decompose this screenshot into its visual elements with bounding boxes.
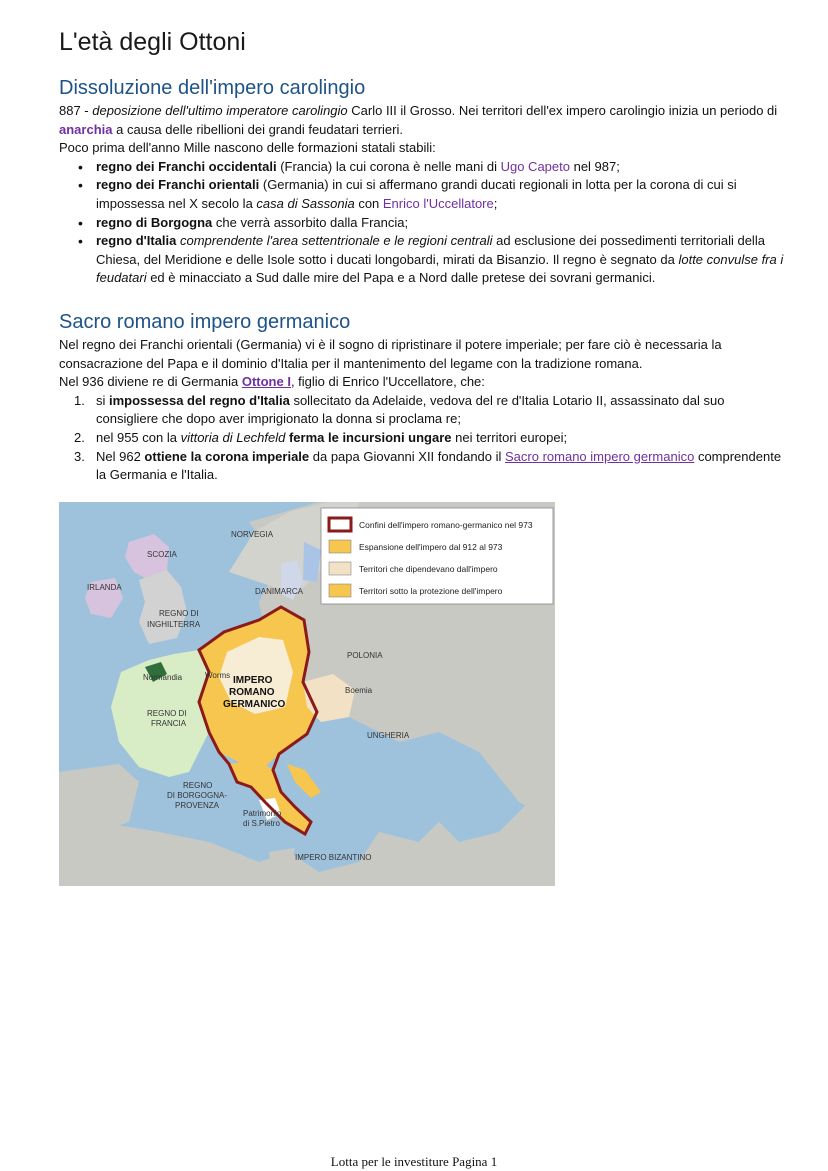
label-patrimonio-2: di S.Pietro	[243, 819, 280, 828]
list-item: • regno dei Franchi orientali (Germania) in cui si affermano grandi ducati regionali in lotta per la corona di cui si impossessa nel X secolo la casa di Sassonia con Enrico l'Uccellatore;	[96, 176, 789, 213]
label-polonia: POLONIA	[347, 651, 383, 660]
section1-heading: Dissoluzione dell'impero carolingio	[59, 77, 366, 99]
legend-item: Espansione dell'impero dal 912 al 973	[359, 542, 503, 552]
legend-item: Territori che dipendevano dall'impero	[359, 564, 498, 574]
sacro-romano-impero-link[interactable]: Sacro romano impero germanico	[505, 448, 695, 464]
list-item: 2. nel 955 con la vittoria di Lechfeld ferma le incursioni ungare nei territori europei;	[74, 429, 568, 445]
label-boemia: Boemia	[345, 686, 373, 695]
label-impero-2: ROMANO	[229, 687, 275, 698]
list-item: • regno dei Franchi occidentali (Francia) la cui corona è nelle mani di Ugo Capeto nel 987;	[96, 158, 789, 177]
label-francia-2: FRANCIA	[151, 719, 187, 728]
label-francia-1: REGNO DI	[147, 709, 187, 718]
label-impero-3: GERMANICO	[223, 699, 286, 710]
label-inghilterra-1: REGNO DI	[159, 609, 199, 618]
list-item: • regno di Borgogna che verrà assorbito dalla Francia;	[96, 214, 789, 233]
label-scozia: SCOZIA	[147, 550, 177, 559]
legend-swatch-border	[329, 518, 351, 531]
label-ungheria: UNGHERIA	[367, 731, 410, 740]
legend-swatch-protection	[329, 584, 351, 597]
section2-heading: Sacro romano impero germanico	[59, 311, 351, 333]
europe-map	[59, 502, 555, 886]
list-item: 1. si impossessa del regno d'Italia sollecitato da Adelaide, vedova del re d'Italia Lotario II, assassinato dal suo consigliere che dopo aver imprigionato la donna si proclama re;	[74, 392, 725, 427]
label-borgogna-1: REGNO	[183, 781, 213, 790]
legend-swatch-dependent	[329, 562, 351, 575]
legend-item: Confini dell'impero romano-germanico nel 973	[359, 520, 533, 530]
label-impero-1: IMPERO	[233, 675, 273, 686]
label-normandia: Normandia	[143, 673, 183, 682]
legend-item: Territori sotto la protezione dell'impero	[359, 586, 503, 596]
list-item: 3. Nel 962 ottiene la corona imperiale da papa Giovanni XII fondando il Sacro romano impero germanico comprendente la Germania e l'Italia.	[74, 448, 782, 483]
land-iberia	[59, 764, 139, 832]
label-worms: Worms	[205, 671, 231, 680]
label-inghilterra-2: INGHILTERRA	[147, 620, 201, 629]
label-danimarca: DANIMARCA	[255, 587, 304, 596]
section2-body	[59, 336, 789, 485]
section1-lead: Poco prima dell'anno Mille nascono delle formazioni statali stabili:	[59, 140, 436, 156]
label-norvegia: NORVEGIA	[231, 530, 274, 539]
legend-swatch-expansion	[329, 540, 351, 553]
label-bizantino: IMPERO BIZANTINO	[295, 853, 372, 862]
ugo-capeto-link[interactable]: Ugo Capeto	[500, 158, 570, 174]
page-title: L'età degli Ottoni	[59, 28, 246, 56]
label-borgogna-2: DI BORGOGNA-	[167, 791, 228, 800]
section1-body	[59, 102, 789, 288]
anarchia-link[interactable]: anarchia	[59, 121, 113, 137]
label-patrimonio-1: Patrimonio	[243, 809, 282, 818]
section1-intro: 887 - deposizione dell'ultimo imperatore carolingio Carlo III il Grosso. Nei territori dell'ex impero carolingio inizia un periodo di anarchia a causa delle ribellioni dei grandi feudatari terrieri.	[59, 103, 778, 137]
page-footer: Lotta per le investiture Pagina 1	[330, 1154, 498, 1169]
section2-lead: Nel 936 diviene re di Germania Ottone I, figlio di Enrico l'Uccellatore, che:	[59, 374, 485, 390]
label-irlanda: IRLANDA	[87, 583, 122, 592]
section2-intro: Nel regno dei Franchi orientali (Germania) vi è il sogno di ripristinare il potere imperiale; per fare ciò è necessaria la consacrazione del Papa e il dominio d'Italia per il mantenimento del legame con la tradizione romana.	[59, 337, 722, 371]
enrico-link[interactable]: Enrico l'Uccellatore	[382, 195, 494, 211]
map-legend	[321, 508, 553, 604]
ottone-link[interactable]: Ottone I	[241, 374, 291, 390]
label-borgogna-3: PROVENZA	[175, 801, 220, 810]
states-list	[59, 158, 789, 288]
ottone-list	[59, 392, 789, 485]
list-item: • regno d'Italia comprendente l'area settentrionale e le regioni centrali ad esclusione dei possedimenti territoriali della Chiesa, del Meridione e delle Isole sotto i ducati longobardi, mirati da Bisanzio. Il regno è segnato da lotte convulse fra i feudatari ed è minacciato a Sud dalle mire del Papa e a Nord dalle pretese dei sovrani germanici.	[96, 232, 789, 288]
